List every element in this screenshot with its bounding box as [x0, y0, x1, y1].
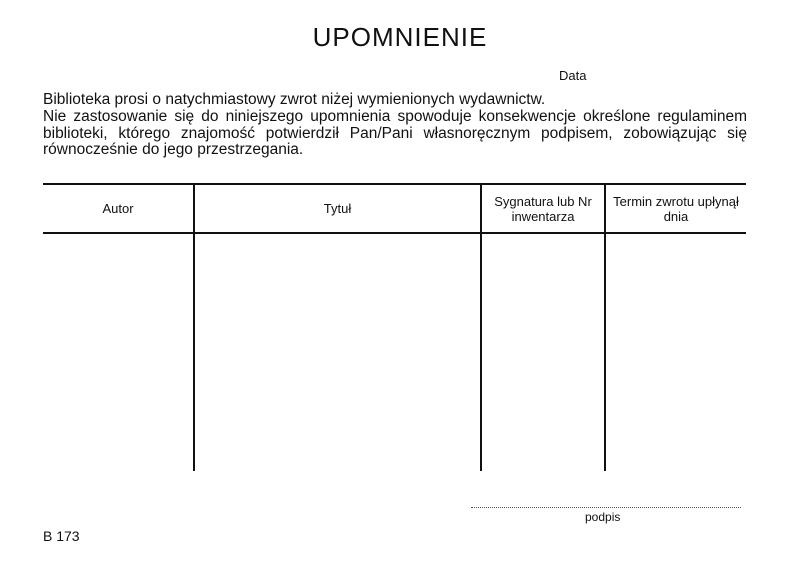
column-header-due-date: Termin zwrotu upłynął dnia [613, 193, 739, 224]
column-header-title: Tytuł [323, 201, 352, 216]
author-entry-area[interactable] [43, 234, 193, 471]
signature-number-entry-area[interactable] [482, 234, 604, 471]
items-table [43, 183, 746, 471]
title-entry-area[interactable] [195, 234, 480, 471]
signature-line[interactable] [471, 507, 741, 508]
date-label: Data [559, 68, 587, 83]
column-header-author: Autor [102, 201, 134, 216]
signature-label: podpis [585, 510, 621, 524]
intro-line-1: Biblioteka prosi o natychmiastowy zwrot niżej wymienionych wydawnictw. [43, 91, 546, 108]
due-date-entry-area[interactable] [606, 234, 746, 471]
column-header-signature-number: Sygnatura lub Nr inwentarza [494, 193, 592, 224]
form-code: B 173 [43, 528, 80, 544]
form-title: UPOMNIENIE [312, 22, 488, 52]
intro-text [43, 92, 747, 159]
intro-line-2: Nie zastosowanie się do niniejszego upomnienia spowoduje konsekwencje określone regulaminem biblioteki, którego znajomość potwierdził Pan/Pani własnoręcznym podpisem, zobowiązując się równocześnie do jego przestrzegania. [43, 107, 747, 159]
